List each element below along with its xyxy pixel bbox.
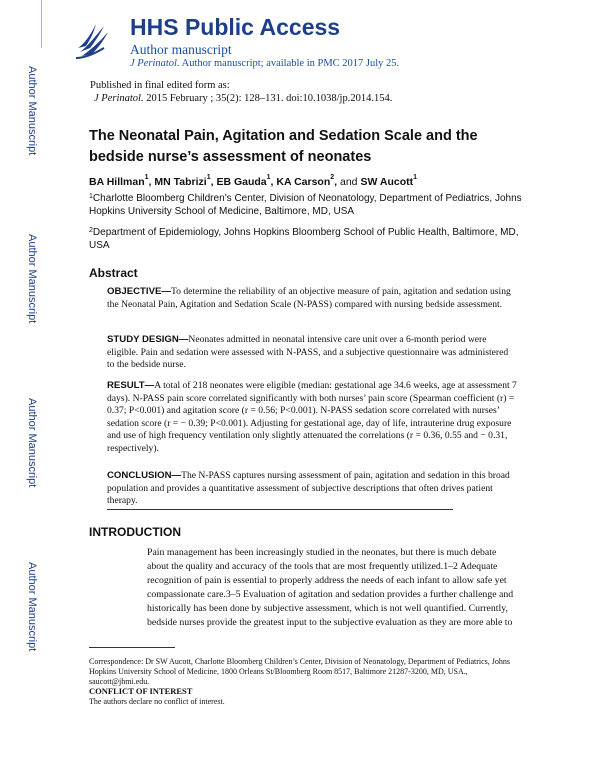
- author-affiliation-mark: 1: [206, 174, 211, 181]
- citation-details: 2015 February ; 35(2): 128–131. doi:10.1038/jp.2014.154.: [146, 93, 393, 104]
- author-manuscript-label: Author manuscript: [130, 42, 232, 57]
- author-conjunction: and: [340, 176, 358, 188]
- author-affiliation-mark: 1: [266, 174, 271, 181]
- author: SW Aucott: [360, 176, 414, 188]
- affiliation: [89, 226, 529, 252]
- result-text: A total of 218 neonates were eligible (median: gestational age 34.6 weeks, age at assessment 7 days). N-PASS pain score correlated significantly with both nurses’ pain score (Spearman coefficient (r) = 0.37; P<0.001) and agitation score (r = 0.56; P<0.001). N-PASS sedation score correlated with nurses’ sedation score (r = − 0.39; P<0.001). Adjusting for gestational age, day of life, intrauterine drug exposure and use of high frequency ventilation only slightly attenuated the correlations (r = 0.36, 0.55 and − 0.31, respectively).: [107, 380, 517, 454]
- citation-journal: J Perinatol.: [94, 93, 144, 104]
- coi-heading: CONFLICT OF INTEREST: [89, 686, 193, 696]
- journal-name: J Perinatol.: [130, 58, 180, 69]
- affiliation: [89, 192, 529, 218]
- author: MN Tabrizi: [154, 176, 207, 188]
- conclusion-text: The N-PASS captures nursing assessment of pain, agitation and sedation in this broad population and provides a quantitative assessment of subjective descriptions that often drives patient therapy.: [107, 470, 510, 507]
- result-label: RESULT—: [107, 380, 155, 391]
- availability-line: [130, 58, 399, 69]
- availability-text: Author manuscript; available in PMC 2017 July 25.: [181, 58, 400, 69]
- abstract-study-design: [107, 334, 517, 372]
- coi-text: The authors declare no conflict of interest.: [89, 697, 225, 706]
- sidebar-label: Author Manuscript: [26, 234, 38, 324]
- author-list: BA Hillman$^1$, MN Tabrizi$^1$, EB Gauda$^1$, KA Carson$^2$, and SW Aucott$^1$: [89, 174, 418, 188]
- design-label: STUDY DESIGN—: [107, 334, 189, 345]
- author: EB Gauda: [216, 176, 267, 188]
- citation-line: [90, 92, 392, 105]
- footnote-divider: [89, 647, 175, 648]
- abstract-objective: [107, 286, 517, 311]
- publication-info: [90, 79, 392, 105]
- author-affiliation-mark: 1: [144, 174, 149, 181]
- introduction-text: Pain management has been increasingly studied in the neonates, but there is much debate about the quality and accuracy of the tools that are most frequently utilized.1–2 Adequate recognition of pain is essential to properly address the needs of each infant to allow safe yet compassionate care.3–5 Evaluation of agitation and sedation provides a further challenge and historically has been done by subjective assessment, which is not well quantified. Currently, bedside nurses provide the greatest input to the subjective evaluation as they are more able to: [147, 547, 514, 628]
- abstract-result: [107, 380, 517, 456]
- author-affiliation-mark: 2: [330, 174, 335, 181]
- affiliation-text: Department of Epidemiology, Johns Hopkins Bloomberg School of Public Health, Baltimore, MD, USA: [89, 227, 519, 251]
- hhs-eagle-logo-icon: [74, 18, 114, 62]
- sidebar-label: Author Manuscript: [26, 562, 38, 652]
- article-title: The Neonatal Pain, Agitation and Sedation Scale and the bedside nurse’s assessment of neonates: [89, 128, 478, 165]
- introduction-heading: INTRODUCTION: [89, 525, 181, 539]
- coi-block: [89, 686, 519, 707]
- sidebar-label: Author Manuscript: [26, 398, 38, 488]
- author: BA Hillman: [89, 176, 145, 188]
- correspondence-note: Correspondence: Dr SW Aucott, Charlotte Bloomberg Children’s Center, Division of Neonatology, Department of Pediatrics, Johns Hopkins University School of Medicine, 1800 Orleans St/Bloomberg Room 8517, Baltimore 21287-3200, MD, USA., saucott@jhmi.edu.: [89, 657, 511, 686]
- affiliation-number: 1: [89, 193, 93, 200]
- published-line: Published in final edited form as:: [90, 80, 230, 91]
- affiliation-text: Charlotte Bloomberg Children’s Center, Division of Neonatology, Department of Pediatrics, Johns Hopkins University School of Medicine, Baltimore, MD, USA: [89, 193, 522, 217]
- affiliation-number: 2: [89, 227, 93, 234]
- conclusion-label: CONCLUSION—: [107, 470, 182, 481]
- header-divider: [41, 0, 42, 48]
- author-affiliation-mark: 1: [413, 174, 418, 181]
- abstract-divider: [107, 509, 453, 510]
- abstract-heading: Abstract: [89, 266, 138, 280]
- sidebar-label: Author Manuscript: [26, 66, 38, 156]
- objective-text: To determine the reliability of an objective measure of pain, agitation and sedation using the Neonatal Pain, Agitation and Sedation Scale (N-PASS) compared with nursing bedside assessment.: [107, 286, 511, 310]
- sidebar: [0, 0, 42, 776]
- design-text: Neonates admitted in neonatal intensive care unit over a 6-month period were eligible. Pain and sedation were assessed with N-PASS, and a subjective questionnaire was administered to the bedside nurse.: [107, 334, 509, 371]
- hhs-title: HHS Public Access: [130, 14, 341, 40]
- abstract-conclusion: [107, 470, 517, 508]
- objective-label: OBJECTIVE—: [107, 286, 171, 297]
- author: KA Carson: [276, 176, 331, 188]
